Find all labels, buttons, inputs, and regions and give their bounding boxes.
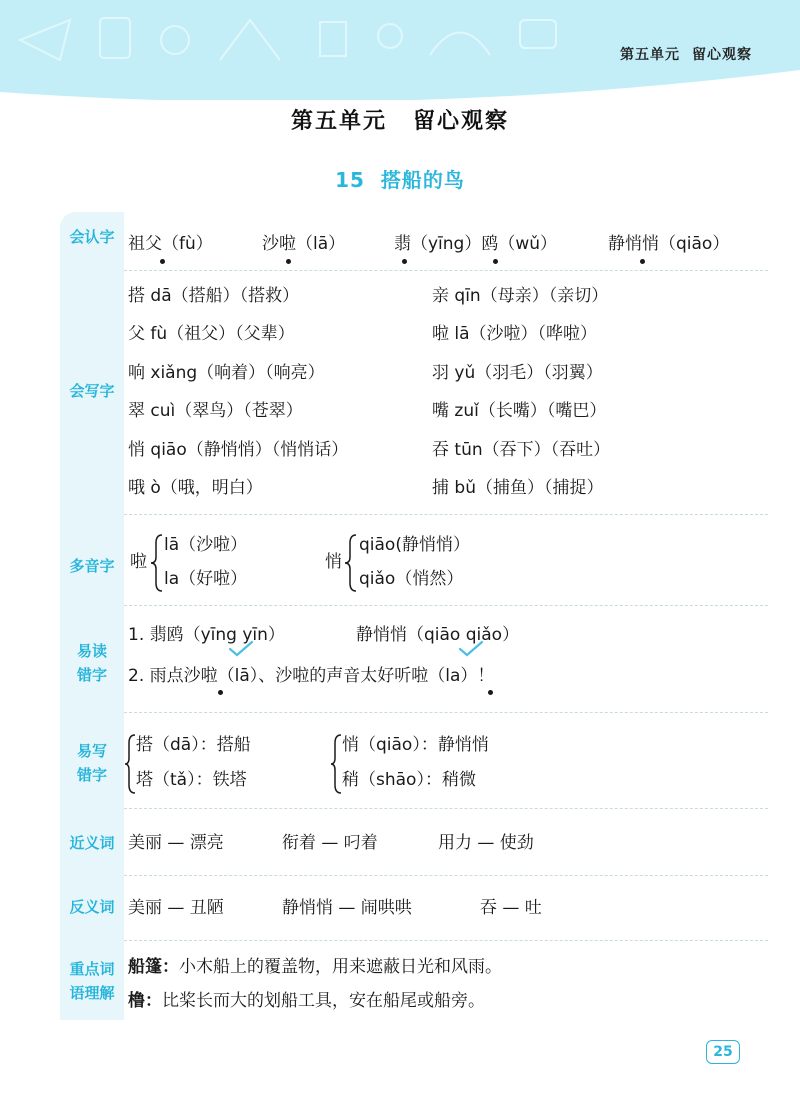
emphasis-dot: [488, 690, 493, 695]
polyphone-reading: lā（沙啦）: [164, 535, 248, 555]
miswrite-entry: 塔（tǎ）：铁塔: [136, 770, 247, 790]
recognize-word: 翡（yīng）鸥（wǔ）: [394, 234, 558, 254]
write-word: 父 fù（祖父）（父辈）: [128, 324, 295, 344]
emphasis-dot: [218, 690, 223, 695]
emphasis-dot: [402, 259, 407, 264]
emphasis-dot: [493, 259, 498, 264]
divider: [124, 605, 768, 606]
label-key-1: 重点词: [69, 960, 115, 978]
key-term-definition: 小木船上的覆盖物，用来遮蔽日光和风雨。: [179, 957, 502, 977]
unit-title-topic: 留心观察: [413, 109, 510, 134]
emphasis-dot: [286, 259, 291, 264]
divider: [124, 808, 768, 809]
polyphone-reading: qiǎo（悄然）: [359, 569, 464, 589]
divider: [124, 875, 768, 876]
write-word: 亲 qīn（母亲）（亲切）: [432, 286, 609, 306]
label-write: 会写字: [69, 382, 115, 400]
divider: [124, 940, 768, 941]
label-miswrite-2: 错字: [76, 766, 107, 784]
antonym-pair: 静悄悄 — 闹哄哄: [282, 898, 412, 918]
write-word: 嘴 zuǐ（长嘴）（嘴巴）: [432, 401, 607, 421]
label-synonyms: 近义词: [69, 834, 115, 852]
lesson-title: [0, 164, 800, 193]
label-miswrite-1: 易写: [76, 742, 107, 760]
misread-line: 1. 翡鸥（yīng yīn）: [128, 625, 285, 645]
recognize-word: 沙啦（lā）: [262, 234, 346, 254]
write-word: 羽 yǔ（羽毛）（羽翼）: [432, 363, 603, 383]
antonym-pair: 美丽 — 丑陋: [128, 898, 224, 918]
write-word: 悄 qiāo（静悄悄）（悄悄话）: [128, 440, 349, 460]
divider: [124, 270, 768, 271]
polyphone-reading: la（好啦）: [164, 569, 248, 589]
label-key-2: 语理解: [69, 984, 115, 1002]
label-misread-1: 易读: [76, 642, 107, 660]
emphasis-dot: [640, 259, 645, 264]
key-term-row: [128, 990, 485, 1012]
write-word: 响 xiǎng（响着）（响亮）: [128, 363, 325, 383]
check-icon: [458, 640, 484, 658]
write-word: 翠 cuì（翠鸟）（苍翠）: [128, 401, 303, 421]
miswrite-entry: 悄（qiāo）：静悄悄: [342, 735, 489, 755]
running-header-topic: 留心观察: [692, 47, 752, 63]
miswrite-entry: 稍（shāo）：稍微: [342, 770, 476, 790]
brace-icon: [330, 733, 342, 795]
recognize-word: 祖父（fù）: [128, 234, 213, 254]
polyphone-reading: qiāo(静悄悄）: [359, 535, 470, 555]
key-term-definition: 比桨长而大的划船工具，安在船尾或船旁。: [162, 991, 485, 1011]
unit-title: [0, 104, 800, 135]
running-header: [620, 44, 752, 64]
divider: [124, 712, 768, 713]
polyphone-char: 悄: [325, 552, 342, 572]
check-icon: [228, 640, 254, 658]
key-term-row: [128, 956, 502, 978]
synonym-pair: 用力 — 使劲: [438, 833, 534, 853]
page-number: 25: [706, 1040, 740, 1064]
key-term: 橹：: [128, 991, 162, 1011]
write-word: 哦 ò（哦，明白）: [128, 478, 263, 498]
recognize-word: 静悄悄（qiāo）: [608, 234, 730, 254]
lesson-number: 15: [335, 168, 365, 192]
key-term: 船篷：: [128, 957, 179, 977]
synonym-pair: 衔着 — 叼着: [282, 833, 378, 853]
label-polyphone: 多音字: [69, 557, 115, 575]
miswrite-entry: 搭（dā）：搭船: [136, 735, 251, 755]
polyphone-char: 啦: [130, 552, 147, 572]
brace-icon: [124, 733, 136, 795]
divider: [124, 514, 768, 515]
label-misread-2: 错字: [76, 666, 107, 684]
brace-icon: [344, 533, 358, 593]
write-word: 搭 dā（搭船）（搭救）: [128, 286, 300, 306]
label-antonyms: 反义词: [69, 898, 115, 916]
synonym-pair: 美丽 — 漂亮: [128, 833, 224, 853]
antonym-pair: 吞 — 吐: [480, 898, 542, 918]
misread-line: 2. 雨点沙啦（lā）、沙啦的声音太好听啦（la）！: [128, 666, 495, 686]
misread-line: 静悄悄（qiāo qiǎo）: [356, 625, 520, 645]
write-word: 捕 bǔ（捕鱼）（捕捉）: [432, 478, 604, 498]
write-word: 吞 tūn（吞下）（吞吐）: [432, 440, 611, 460]
emphasis-dot: [160, 259, 165, 264]
running-header-unit: 第五单元: [620, 47, 680, 63]
brace-icon: [150, 533, 164, 593]
unit-title-unit: 第五单元: [290, 109, 387, 134]
write-word: 啦 lā（沙啦）（哗啦）: [432, 324, 598, 344]
label-recognize: 会认字: [69, 228, 115, 246]
lesson-name: 搭船的鸟: [380, 168, 465, 192]
